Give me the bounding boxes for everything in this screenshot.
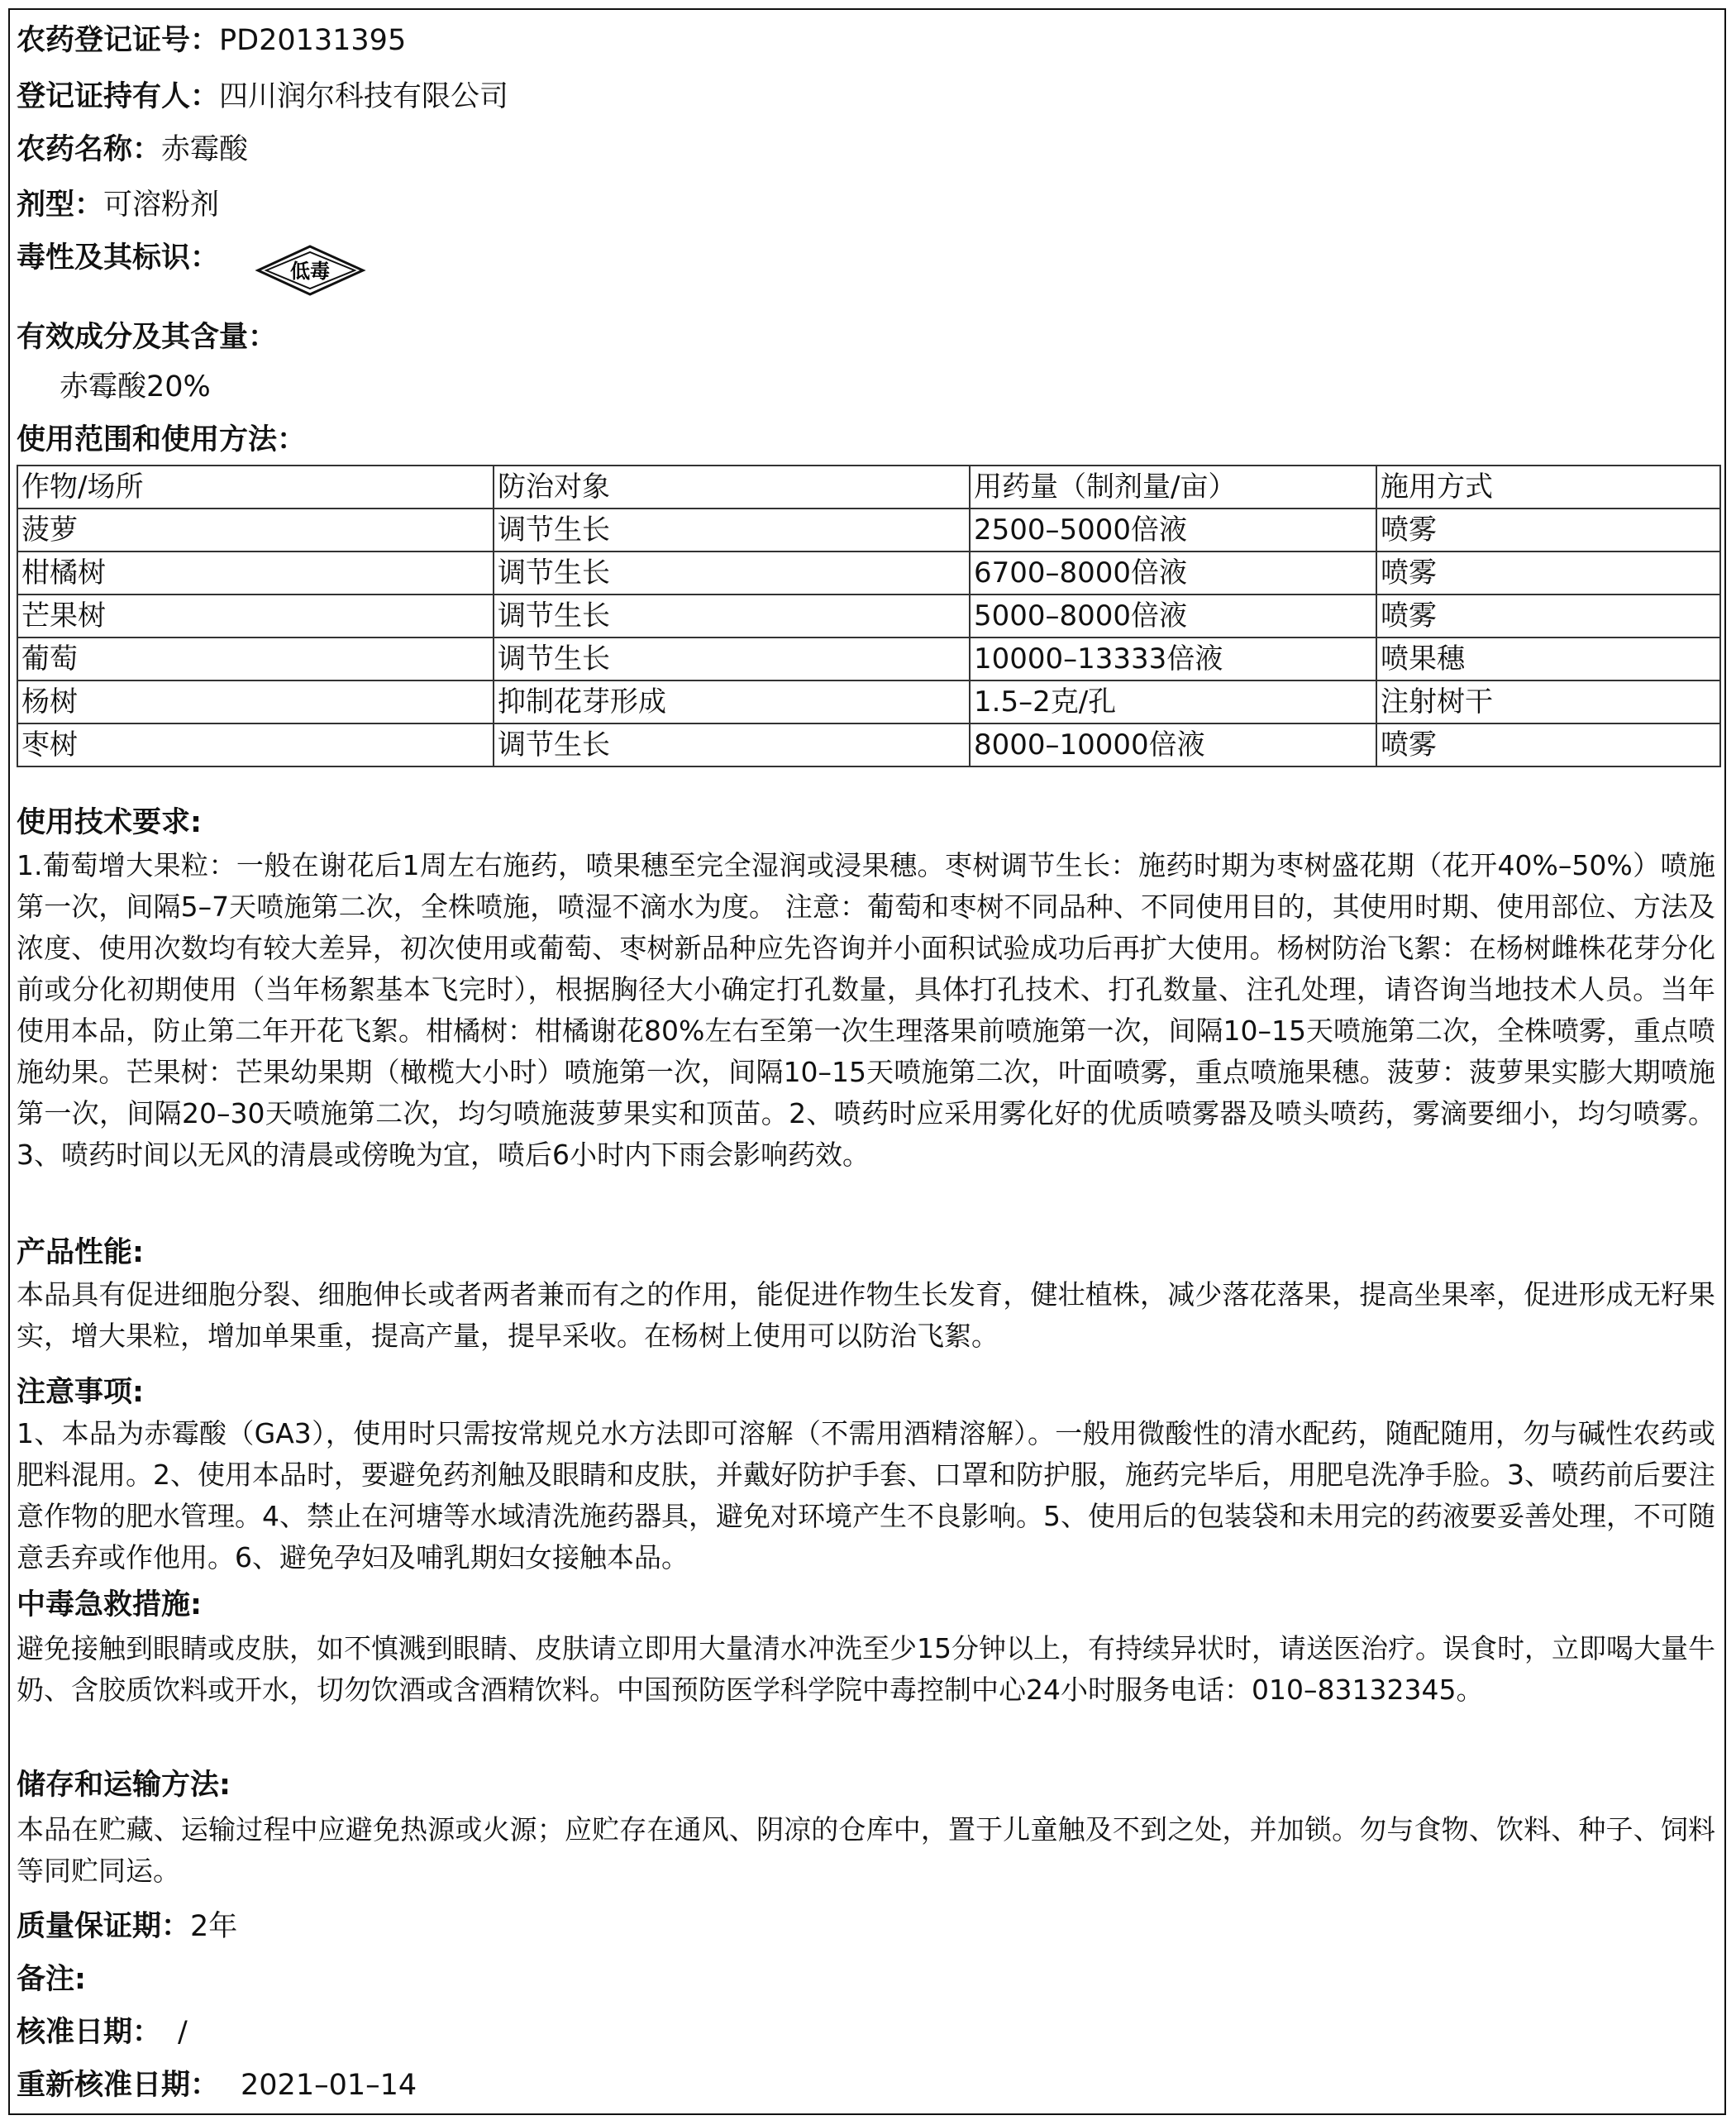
formulation-line (17, 184, 219, 226)
header-target: 防治对象 (494, 466, 970, 509)
reapproval-date-value: 2021–01–14 (241, 2069, 417, 2102)
table-row (17, 509, 1720, 552)
cell-method: 喷雾 (1376, 509, 1720, 552)
formulation-label: 剂型： (17, 189, 104, 222)
registration-number-value: PD20131395 (219, 24, 407, 57)
shelf-life-line (17, 1906, 237, 1947)
cell-dosage: 8000–10000倍液 (970, 723, 1376, 766)
approval-date-line (17, 2012, 188, 2053)
table-row (17, 552, 1720, 595)
cell-crop: 枣树 (17, 723, 494, 766)
cell-target: 调节生长 (494, 509, 970, 552)
tech-requirements-heading: 使用技术要求: (17, 806, 202, 839)
cell-dosage: 1.5–2克/孔 (970, 680, 1376, 723)
cell-dosage: 10000–13333倍液 (970, 638, 1376, 680)
table-row (17, 595, 1720, 638)
approval-date-label: 核准日期： (17, 2016, 162, 2049)
pesticide-name-label: 农药名称： (17, 133, 162, 166)
first-aid-text: 避免接触到眼睛或皮肤，如不慎溅到眼睛、皮肤请立即用大量清水冲洗至少15分钟以上，有持续异状时，请送医治疗。误食时，立即喝大量牛奶、含胶质饮料或开水，切勿饮酒或含酒精饮料。中国预防医学科学院中毒控制中心24小时服务电话：010–83132345。 (17, 1632, 1715, 1706)
usage-label: 使用范围和使用方法： (17, 423, 307, 456)
table-header-row (17, 466, 1720, 509)
storage-text: 本品在贮藏、运输过程中应避免热源或火源；应贮存在通风、阴凉的仓库中，置于儿童触及不到之处，并加锁。勿与食物、饮料、种子、饲料等同贮同运。 (17, 1813, 1715, 1887)
badge-text: 低毒 (290, 259, 330, 283)
cell-crop: 葡萄 (17, 638, 494, 680)
cell-dosage: 5000–8000倍液 (970, 595, 1376, 638)
low-toxicity-diamond-icon (255, 241, 366, 299)
cell-crop: 柑橘树 (17, 552, 494, 595)
performance-heading: 产品性能: (17, 1236, 144, 1269)
cell-crop: 菠萝 (17, 509, 494, 552)
header-dosage: 用药量（制剂量/亩） (970, 466, 1376, 509)
precautions-text: 1、本品为赤霉酸（GA3），使用时只需按常规兑水方法即可溶解（不需用酒精溶解）。一般用微酸性的清水配药，随配随用，勿与碱性农药或肥料混用。2、使用本品时，要避免药剂触及眼睛和皮肤，并戴好防护手套、口罩和防护服，施药完毕后，用肥皂洗净手脸。3、喷药前后要注意作物的肥水管理。4、禁止在河塘等水域清洗施药器具，避免对环境产生不良影响。5、使用后的包装袋和未用完的药液要妥善处理，不可随意丢弃或作他用。6、避免孕妇及哺乳期妇女接触本品。 (17, 1417, 1715, 1573)
pesticide-name-value: 赤霉酸 (161, 133, 249, 166)
holder-line (17, 76, 508, 117)
approval-date-value: / (178, 2016, 188, 2049)
cell-target: 调节生长 (494, 552, 970, 595)
cell-target: 调节生长 (494, 638, 970, 680)
performance-text: 本品具有促进细胞分裂、细胞伸长或者两者兼而有之的作用，能促进作物生长发育，健壮植株，减少落花落果，提高坐果率，促进形成无籽果实，增大果粒，增加单果重，提高产量，提早采收。在杨树上使用可以防治飞絮。 (17, 1278, 1715, 1352)
cell-crop: 杨树 (17, 680, 494, 723)
cell-dosage: 2500–5000倍液 (970, 509, 1376, 552)
shelf-life-label: 质量保证期： (17, 1910, 191, 1943)
cell-method: 喷雾 (1376, 595, 1720, 638)
ingredients-label: 有效成分及其含量： (17, 321, 278, 354)
pesticide-name-line (17, 129, 248, 170)
reapproval-date-line (17, 2065, 417, 2106)
first-aid-heading: 中毒急救措施: (17, 1588, 202, 1621)
cell-target: 调节生长 (494, 723, 970, 766)
header-method: 施用方式 (1376, 466, 1720, 509)
registration-number-label: 农药登记证号： (17, 24, 220, 57)
precautions-heading: 注意事项: (17, 1376, 144, 1409)
cell-target: 调节生长 (494, 595, 970, 638)
cell-target: 抑制花芽形成 (494, 680, 970, 723)
toxicity-label: 毒性及其标识： (17, 241, 220, 275)
header-crop: 作物/场所 (17, 466, 494, 509)
holder-value: 四川润尔科技有限公司 (219, 80, 509, 113)
cell-method: 注射树干 (1376, 680, 1720, 723)
reapproval-date-label: 重新核准日期： (17, 2069, 220, 2102)
cell-method: 喷雾 (1376, 723, 1720, 766)
holder-label: 登记证持有人： (17, 80, 220, 113)
cell-method: 喷果穗 (1376, 638, 1720, 680)
cell-dosage: 6700–8000倍液 (970, 552, 1376, 595)
cell-crop: 芒果树 (17, 595, 494, 638)
remarks-label: 备注: (17, 1963, 86, 1996)
ingredients-value: 赤霉酸20% (60, 370, 211, 404)
storage-heading: 储存和运输方法: (17, 1769, 231, 1802)
formulation-value: 可溶粉剂 (103, 189, 220, 222)
registration-number-line (17, 20, 406, 61)
shelf-life-value: 2年 (190, 1910, 238, 1943)
toxicity-line (17, 237, 219, 279)
table-row (17, 723, 1720, 766)
usage-table (17, 465, 1721, 767)
tech-requirements-text: 1.葡萄增大果粒：一般在谢花后1周左右施药，喷果穗至完全湿润或浸果穗。枣树调节生长：施药时期为枣树盛花期（花开40%–50%）喷施第一次，间隔5–7天喷施第二次，全株喷施，喷湿不滴水为度。 注意：葡萄和枣树不同品种、不同使用目的，其使用时期、使用部位、方法及浓度、使用次数均有较大差异，初次使用或葡萄、枣树新品种应先咨询并小面积试验成功后再扩大使用。杨树防治飞絮：在杨树雌株花芽分化前或分化初期使用（当年杨絮基本飞完时），根据胸径大小确定打孔数量，具体打孔技术、打孔数量、注孔处理，请咨询当地技术人员。当年使用本品，防止第二年开花飞絮。柑橘树：柑橘谢花80%左右至第一次生理落果前喷施第一次，间隔10–15天喷施第二次，全株喷雾，重点喷施幼果。芒果树：芒果幼果期（橄榄大小时）喷施第一次，间隔10–15天喷施第二次，叶面喷雾，重点喷施果穗。菠萝：菠萝果实膨大期喷施第一次，间隔20–30天喷施第二次，均匀喷施菠萝果实和顶苗。2、喷药时应采用雾化好的优质喷雾器及喷头喷药，雾滴要细小，均匀喷雾。3、喷药时间以无风的清晨或傍晚为宜，喷后6小时内下雨会影响药效。 (17, 849, 1715, 1171)
cell-method: 喷雾 (1376, 552, 1720, 595)
table-row (17, 680, 1720, 723)
table-row (17, 638, 1720, 680)
